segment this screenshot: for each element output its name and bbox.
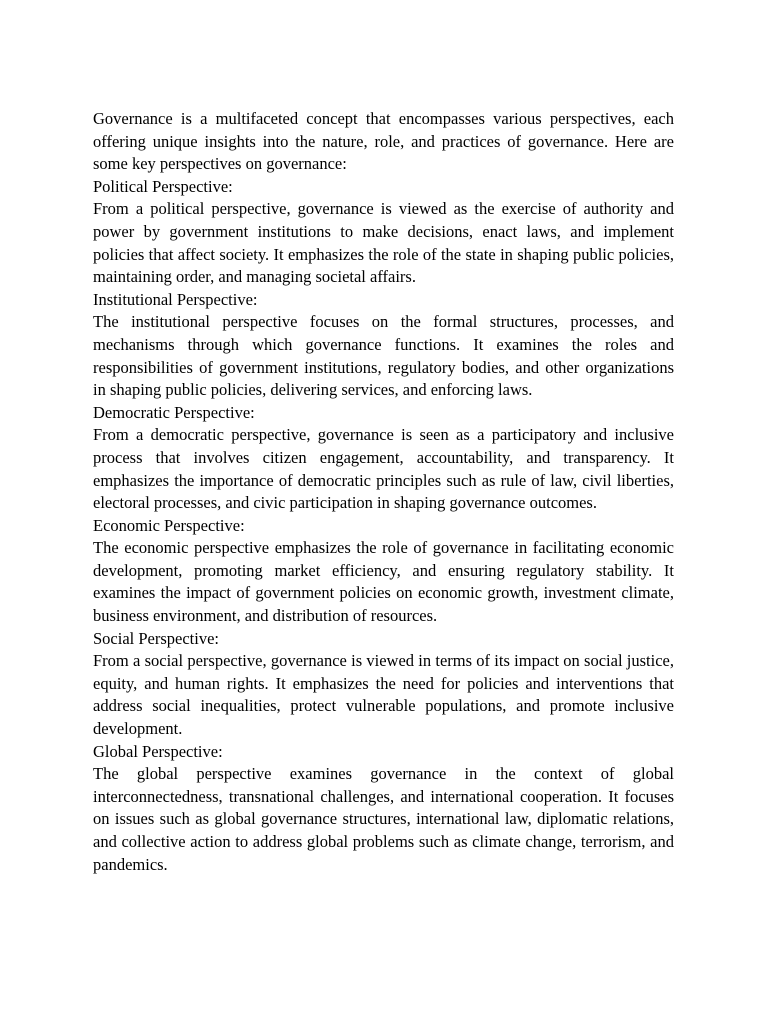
section-heading-economic: Economic Perspective: — [93, 515, 245, 535]
section-heading-institutional: Institutional Perspective: — [93, 289, 258, 309]
section-heading-political: Political Perspective: — [93, 176, 233, 196]
section-body-social: From a social perspective, governance is viewed in terms of its impact on social justice, equity, and human rights. It emphasizes the need for policies and interventions that address social inequalities, protect vulnerable populations, and promote inclusive development. — [93, 651, 674, 739]
section-body-democratic: From a democratic perspective, governance is seen as a participatory and inclusive process that involves citizen engagement, accountability, and transparency. It emphasizes the importance of democratic principles such as rule of law, civil liberties, electoral processes, and civic participation in shaping governance outcomes. — [93, 425, 674, 513]
section-heading-global: Global Perspective: — [93, 741, 223, 761]
intro-paragraph: Governance is a multifaceted concept that encompasses various perspectives, each offering unique insights into the nature, role, and practices of governance. Here are some key perspectives on governance: — [93, 109, 674, 174]
section-body-economic: The economic perspective emphasizes the role of governance in facilitating economic development, promoting market efficiency, and ensuring regulatory stability. It examines the impact of government policies on economic growth, investment climate, business environment, and distribution of resources. — [93, 538, 674, 626]
section-body-global: The global perspective examines governance in the context of global interconnectedness, transnational challenges, and international cooperation. It focuses on issues such as global governance structures, international law, diplomatic relations, and collective action to address global problems such as climate change, terrorism, and pandemics. — [93, 764, 674, 874]
section-body-political: From a political perspective, governance is viewed as the exercise of authority and power by government institutions to make decisions, enact laws, and implement policies that affect society. It emphasizes the role of the state in shaping public policies, maintaining order, and managing societal affairs. — [93, 199, 674, 287]
section-heading-social: Social Perspective: — [93, 628, 220, 648]
section-heading-democratic: Democratic Perspective: — [93, 402, 255, 422]
section-body-institutional: The institutional perspective focuses on the formal structures, processes, and mechanisms through which governance functions. It examines the roles and responsibilities of government institutions, regulatory bodies, and other organizations in shaping public policies, delivering services, and enforcing laws. — [93, 312, 674, 400]
document-page — [93, 108, 674, 876]
